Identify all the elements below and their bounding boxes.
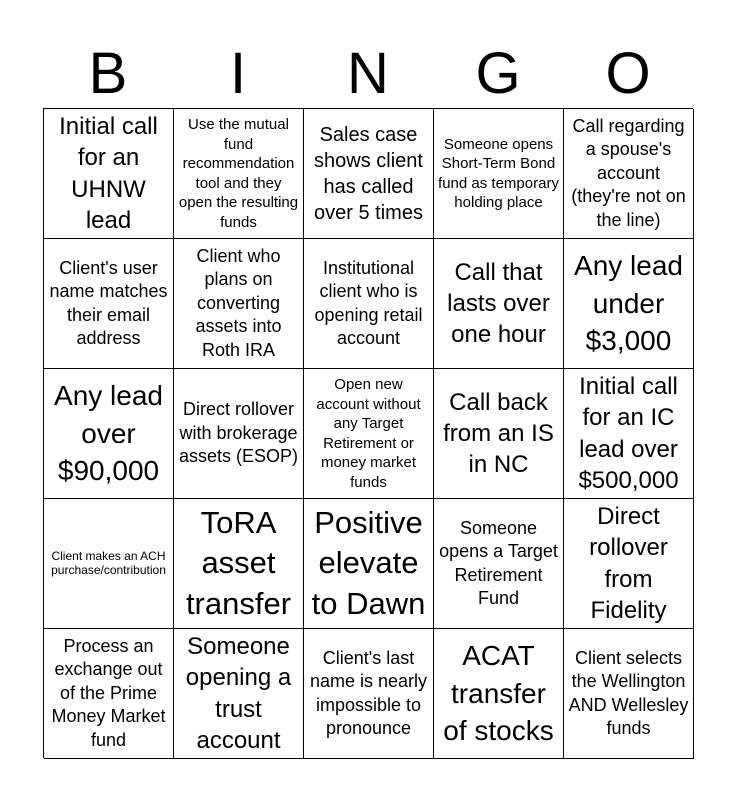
bingo-cell[interactable]: Someone opens Short-Term Bond fund as temporary holding place <box>434 109 564 239</box>
bingo-cell[interactable]: Call back from an IS in NC <box>434 369 564 499</box>
bingo-cell[interactable]: Initial call for an UHNW lead <box>44 109 174 239</box>
bingo-cell[interactable]: Direct rollover from Fidelity <box>564 499 694 629</box>
bingo-cell[interactable]: Someone opens a Target Retirement Fund <box>434 499 564 629</box>
bingo-cell[interactable]: Client who plans on converting assets into Roth IRA <box>174 239 304 369</box>
bingo-cell[interactable]: Client selects the Wellington AND Wellesley funds <box>564 629 694 759</box>
header-letter-g: G <box>475 41 521 106</box>
bingo-cell[interactable]: Client's user name matches their email address <box>44 239 174 369</box>
header-letter-o: O <box>605 41 651 106</box>
bingo-cell[interactable]: Use the mutual fund recommendation tool and they open the resulting funds <box>174 109 304 239</box>
bingo-header <box>43 40 693 108</box>
bingo-cell[interactable]: ToRA asset transfer <box>174 499 304 629</box>
bingo-cell[interactable]: Initial call for an IC lead over $500,000 <box>564 369 694 499</box>
bingo-cell[interactable]: Process an exchange out of the Prime Money Market fund <box>44 629 174 759</box>
bingo-cell[interactable]: ACAT transfer of stocks <box>434 629 564 759</box>
bingo-cell[interactable]: Positive elevate to Dawn <box>304 499 434 629</box>
bingo-cell[interactable]: Call that lasts over one hour <box>434 239 564 369</box>
bingo-cell[interactable]: Any lead under $3,000 <box>564 239 694 369</box>
header-letter-i: I <box>229 41 247 106</box>
bingo-cell[interactable]: Direct rollover with brokerage assets (ESOP) <box>174 369 304 499</box>
bingo-cell[interactable]: Client's last name is nearly impossible to pronounce <box>304 629 434 759</box>
bingo-cell[interactable]: Someone opening a trust account <box>174 629 304 759</box>
bingo-cell[interactable]: Call regarding a spouse's account (they're not on the line) <box>564 109 694 239</box>
bingo-cell[interactable]: Open new account without any Target Retirement or money market funds <box>304 369 434 499</box>
bingo-cell[interactable]: Sales case shows client has called over 5 times <box>304 109 434 239</box>
header-letter-b: B <box>88 41 128 106</box>
bingo-cell[interactable]: Institutional client who is opening retail account <box>304 239 434 369</box>
bingo-cell[interactable]: Client makes an ACH purchase/contribution <box>44 499 174 629</box>
bingo-card-grid <box>43 108 693 758</box>
bingo-cell[interactable]: Any lead over $90,000 <box>44 369 174 499</box>
header-letter-n: N <box>347 41 389 106</box>
